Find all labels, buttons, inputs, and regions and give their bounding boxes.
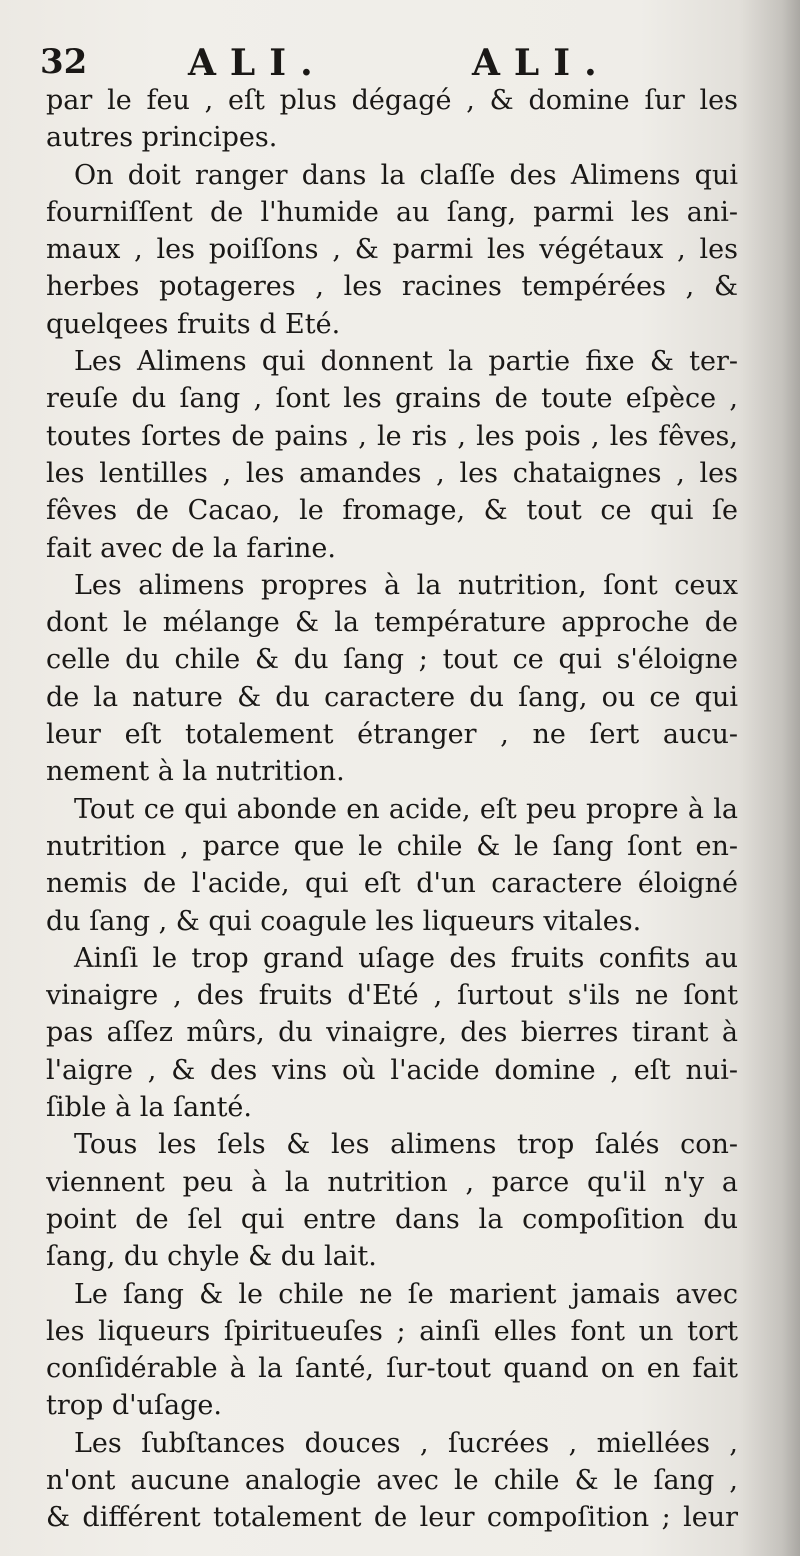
spine-shadow [740,0,800,1556]
running-head-right: ALI. [472,42,611,84]
text-line: viennent peu à la nutrition , parce qu'il n'y a [46,1166,738,1198]
text-line: les lentilles , les amandes , les chataignes , les [46,457,738,489]
text-line: toutes ſortes de pains , le ris , les pois , les fêves, [46,420,738,452]
text-body [46,82,738,1537]
text-line: On doit ranger dans la claſſe des Alimens qui [74,159,738,191]
text-line: n'ont aucune analogie avec le chile & le ſang , [46,1464,738,1496]
text-line: dont le mélange & la température approche de [46,607,738,639]
text-line: maux , les poiſſons , & parmi les végétaux , les [46,234,738,266]
text-line: & différent totalement de leur compoſition ; leur [46,1502,738,1534]
text-line: Tout ce qui abonde en acide, eſt peu propre à la [74,793,738,825]
text-line: fêves de Cacao, le fromage, & tout ce qui ſe [46,495,738,527]
text-line: nement à la nutrition. [46,756,345,788]
text-line: Le ſang & le chile ne ſe marient jamais avec [74,1278,738,1310]
text-line: Les Alimens qui donnent la partie fixe & ter- [74,346,738,378]
page-number: 32 [40,42,88,82]
text-line: leur eſt totalement étranger , ne ſert aucu- [46,719,738,751]
text-line: conſidérable à la ſanté, ſur-tout quand on en fait [46,1353,738,1385]
text-line: point de ſel qui entre dans la compoſition du [46,1203,738,1235]
text-line: du ſang , & qui coagule les liqueurs vitales. [46,905,642,937]
text-line: trop d'uſage. [46,1390,222,1422]
text-line: herbes potageres , les racines tempérées , & [46,271,738,303]
text-line: nutrition , parce que le chile & le ſang ſont en- [46,830,738,862]
text-line: quelqees fruits d Eté. [46,308,341,340]
text-line: Les ſubſtances douces , ſucrées , miellées , [74,1427,738,1459]
text-line: ſang, du chyle & du lait. [46,1241,377,1273]
text-line: Tous les ſels & les alimens trop ſalés con- [74,1129,738,1161]
text-line: Ainſi le trop grand uſage des fruits confits au [74,942,738,974]
text-line: reuſe du ſang , ſont les grains de toute eſpèce , [46,383,738,415]
text-line: l'aigre , & des vins où l'acide domine , eſt nui- [46,1054,738,1086]
text-line: pas aſſez mûrs, du vinaigre, des bierres tirant à [46,1017,738,1049]
text-line: vinaigre , des fruits d'Eté , ſurtout s'ils ne ſont [46,980,738,1012]
text-line: par le feu , eſt plus dégagé , & domine ſur les [46,85,738,116]
text-line: les liqueurs ſpiritueuſes ; ainſi elles font un tort [46,1315,738,1347]
text-line: celle du chile & du ſang ; tout ce qui s'éloigne [46,644,738,676]
text-line: de la nature & du caractere du ſang, ou ce qui [46,681,738,713]
text-line: fait avec de la farine. [46,532,336,564]
running-head-left: ALI. [188,42,327,84]
text-line: nemis de l'acide, qui eſt d'un caractere éloigné [46,868,738,900]
text-line: Les alimens propres à la nutrition, ſont ceux [74,569,738,601]
text-line: fourniſſent de l'humide au ſang, parmi les ani- [46,196,738,228]
text-line: ſible à la ſanté. [46,1092,252,1124]
text-line: autres principes. [46,122,278,154]
